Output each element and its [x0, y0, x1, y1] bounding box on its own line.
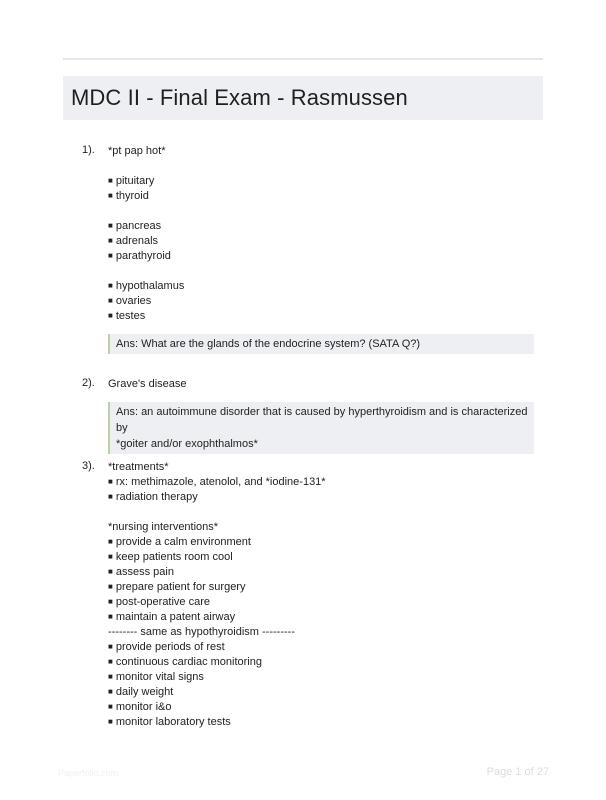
list-item: ■ continuous cardiac monitoring — [108, 655, 538, 670]
title-bar — [63, 76, 543, 120]
treatments-heading: *treatments* — [108, 461, 169, 473]
list-item: ■ monitor i&o — [108, 700, 538, 715]
separator-text: -------- same as hypothyroidism --------- — [108, 626, 295, 638]
answer-text: Ans: an autoimmune disorder that is caused by hyperthyroidism and is characterized by — [116, 406, 528, 434]
interventions-heading: *nursing interventions* — [108, 521, 219, 533]
list-item: ■ prepare patient for surgery — [108, 580, 538, 595]
list-item: ■ monitor vital signs — [108, 670, 538, 685]
question-body — [108, 460, 538, 730]
page-number: Page 1 of 27 — [486, 766, 549, 778]
list-item: ■ keep patients room cool — [108, 550, 538, 565]
top-divider — [63, 58, 543, 60]
question-prompt: Grave's disease — [108, 378, 187, 390]
answer-box — [108, 334, 534, 354]
question-prompt: *pt pap hot* — [108, 145, 166, 157]
list-item: ■ provide a calm environment — [108, 535, 538, 550]
answer-box — [108, 402, 534, 454]
list-item: ■ assess pain — [108, 565, 538, 580]
list-item: ■ post-operative care — [108, 595, 538, 610]
question-body — [108, 377, 538, 454]
list-item: ■ ovaries — [108, 294, 538, 309]
list-item: ■ provide periods of rest — [108, 640, 538, 655]
list-item: ■ pituitary — [108, 174, 538, 189]
list-item: ■ testes — [108, 309, 538, 324]
list-item: ■ parathyroid — [108, 249, 538, 264]
list-item: ■ hypothalamus — [108, 279, 538, 294]
answer-text: Ans: What are the glands of the endocrine system? (SATA Q?) — [116, 338, 421, 350]
question-number: 2). — [82, 377, 95, 389]
question-number: 3). — [82, 460, 95, 472]
list-item: ■ thyroid — [108, 189, 538, 204]
list-item: ■ rx: methimazole, atenolol, and *iodine-131* — [108, 475, 538, 490]
footer-watermark: Paperfolio.com — [58, 768, 119, 778]
list-item: ■ maintain a patent airway — [108, 610, 538, 625]
page-title: MDC II - Final Exam - Rasmussen — [71, 85, 408, 110]
list-item: ■ monitor laboratory tests — [108, 715, 538, 730]
answer-text: *goiter and/or exophthalmos* — [116, 438, 258, 450]
question-body — [108, 144, 538, 354]
list-item: ■ daily weight — [108, 685, 538, 700]
list-item: ■ adrenals — [108, 234, 538, 249]
list-item: ■ radiation therapy — [108, 490, 538, 505]
list-item: ■ pancreas — [108, 219, 538, 234]
question-number: 1). — [82, 144, 95, 156]
